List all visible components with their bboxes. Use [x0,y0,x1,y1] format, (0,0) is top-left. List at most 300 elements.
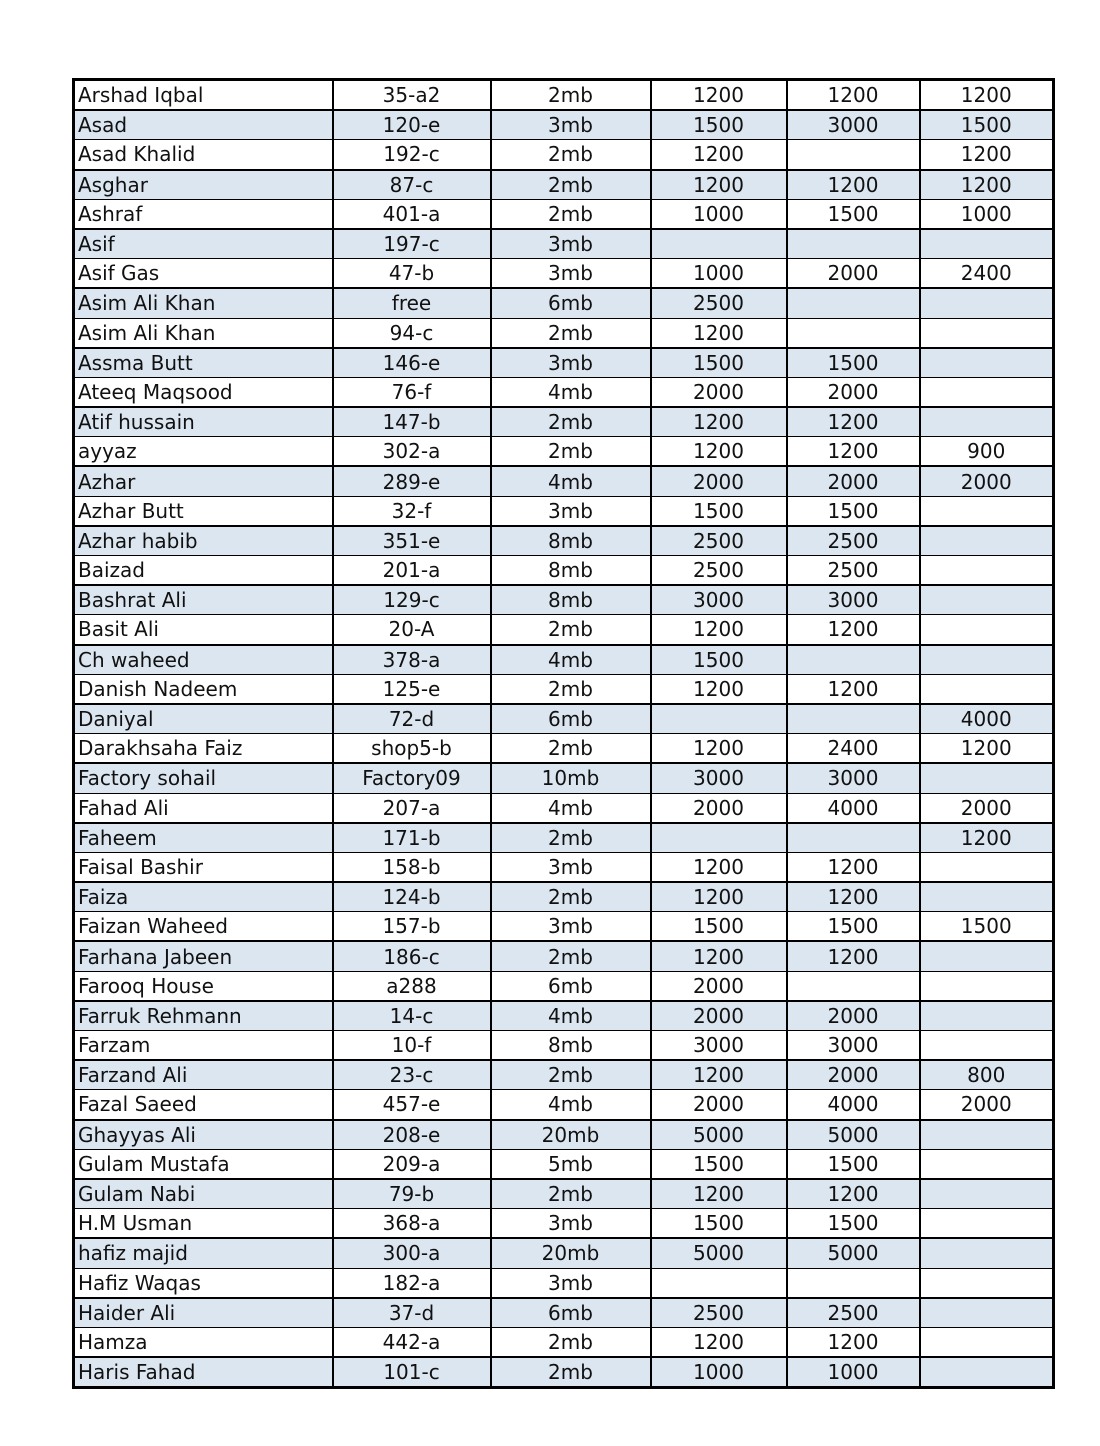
name-cell: hafiz majid [74,1238,333,1268]
amount-cell-3: 900 [920,437,1054,467]
amount-cell-2: 1200 [787,852,920,882]
house-cell: 378-a [333,645,491,675]
amount-cell-2: 1200 [787,1179,920,1209]
name-cell: Fahad Ali [74,793,333,823]
table-row [74,674,1054,704]
name-cell: Arshad Iqbal [74,80,333,111]
amount-cell-2: 1200 [787,615,920,645]
name-cell: Ghayyas Ali [74,1120,333,1150]
amount-cell-2: 3000 [787,1031,920,1061]
amount-cell-2: 1200 [787,80,920,111]
amount-cell-2 [787,288,920,318]
table-row [74,1209,1054,1239]
table-row [74,1357,1054,1388]
amount-cell-3 [920,348,1054,378]
amount-cell-3 [920,645,1054,675]
amount-cell-2: 3000 [787,585,920,615]
table-row [74,80,1054,111]
table-row [74,1060,1054,1090]
name-cell: Azhar Butt [74,496,333,526]
amount-cell-2: 1200 [787,674,920,704]
name-cell: Azhar [74,466,333,496]
house-cell: 20-A [333,615,491,645]
house-cell: 182-a [333,1268,491,1298]
amount-cell-1: 2000 [651,466,787,496]
amount-cell-3: 2400 [920,259,1054,289]
table-row [74,1179,1054,1209]
table-row [74,971,1054,1001]
house-cell: 302-a [333,437,491,467]
table-row [74,704,1054,734]
house-cell: 157-b [333,912,491,942]
package-cell: 3mb [491,852,651,882]
package-cell: 3mb [491,110,651,140]
package-cell: 8mb [491,1031,651,1061]
name-cell: Faiza [74,882,333,912]
amount-cell-3: 1200 [920,734,1054,764]
table-row [74,556,1054,586]
house-cell: shop5-b [333,734,491,764]
table-row [74,318,1054,348]
name-cell: Atif hussain [74,407,333,437]
amount-cell-2: 1200 [787,882,920,912]
amount-cell-1: 3000 [651,1031,787,1061]
table-row [74,645,1054,675]
amount-cell-1: 1200 [651,80,787,111]
amount-cell-2: 2000 [787,259,920,289]
amount-cell-1: 1200 [651,437,787,467]
amount-cell-2 [787,823,920,853]
amount-cell-2 [787,140,920,170]
amount-cell-1: 1200 [651,882,787,912]
amount-cell-2: 2000 [787,466,920,496]
table-row [74,407,1054,437]
name-cell: Factory sohail [74,763,333,793]
amount-cell-2: 5000 [787,1238,920,1268]
amount-cell-1: 1500 [651,110,787,140]
amount-cell-3 [920,763,1054,793]
house-cell: 208-e [333,1120,491,1150]
package-cell: 2mb [491,199,651,229]
amount-cell-2: 1500 [787,1149,920,1179]
amount-cell-1: 1500 [651,496,787,526]
amount-cell-3 [920,1031,1054,1061]
amount-cell-1: 1000 [651,1357,787,1388]
amount-cell-2: 2000 [787,377,920,407]
amount-cell-2: 4000 [787,793,920,823]
table-row [74,1149,1054,1179]
package-cell: 2mb [491,823,651,853]
amount-cell-1: 5000 [651,1238,787,1268]
amount-cell-3 [920,526,1054,556]
amount-cell-3 [920,1357,1054,1388]
table-row [74,437,1054,467]
amount-cell-1: 2000 [651,1090,787,1120]
amount-cell-1: 1500 [651,645,787,675]
package-cell: 2mb [491,1179,651,1209]
name-cell: Asif Gas [74,259,333,289]
amount-cell-3 [920,941,1054,971]
house-cell: 300-a [333,1238,491,1268]
table-row [74,288,1054,318]
table-row [74,348,1054,378]
amount-cell-3 [920,585,1054,615]
house-cell: 197-c [333,229,491,259]
name-cell: Farzand Ali [74,1060,333,1090]
table-row [74,585,1054,615]
package-cell: 2mb [491,80,651,111]
package-cell: 2mb [491,170,651,200]
table-row [74,1001,1054,1031]
package-cell: 2mb [491,437,651,467]
amount-cell-3: 1500 [920,912,1054,942]
house-cell: 146-e [333,348,491,378]
table-row [74,110,1054,140]
amount-cell-1: 1200 [651,407,787,437]
table-row [74,882,1054,912]
amount-cell-1: 1200 [651,674,787,704]
amount-cell-2: 2500 [787,1298,920,1328]
package-cell: 8mb [491,526,651,556]
table-row [74,941,1054,971]
amount-cell-1: 1000 [651,199,787,229]
package-cell: 4mb [491,1001,651,1031]
amount-cell-3 [920,229,1054,259]
package-cell: 4mb [491,377,651,407]
house-cell: 76-f [333,377,491,407]
package-cell: 2mb [491,941,651,971]
amount-cell-3: 1000 [920,199,1054,229]
amount-cell-1: 1200 [651,170,787,200]
name-cell: Gulam Nabi [74,1179,333,1209]
table-row [74,1090,1054,1120]
amount-cell-2 [787,645,920,675]
amount-cell-1: 2500 [651,526,787,556]
amount-cell-1: 2500 [651,556,787,586]
amount-cell-2 [787,704,920,734]
house-cell: Factory09 [333,763,491,793]
house-cell: 207-a [333,793,491,823]
amount-cell-3 [920,674,1054,704]
package-cell: 10mb [491,763,651,793]
package-cell: 8mb [491,556,651,586]
amount-cell-3: 1200 [920,80,1054,111]
amount-cell-3: 800 [920,1060,1054,1090]
table-row [74,1031,1054,1061]
table-row [74,1298,1054,1328]
package-cell: 6mb [491,288,651,318]
amount-cell-1 [651,704,787,734]
amount-cell-1: 1200 [651,615,787,645]
amount-cell-1: 3000 [651,763,787,793]
amount-cell-3: 2000 [920,1090,1054,1120]
table-row [74,377,1054,407]
amount-cell-2: 4000 [787,1090,920,1120]
amount-cell-2: 3000 [787,763,920,793]
house-cell: 351-e [333,526,491,556]
table-row [74,170,1054,200]
amount-cell-1: 3000 [651,585,787,615]
amount-cell-3: 1200 [920,140,1054,170]
amount-cell-3 [920,496,1054,526]
amount-cell-1: 1200 [651,1060,787,1090]
house-cell: 79-b [333,1179,491,1209]
amount-cell-3 [920,1327,1054,1357]
package-cell: 3mb [491,229,651,259]
name-cell: Baizad [74,556,333,586]
name-cell: Haider Ali [74,1298,333,1328]
amount-cell-3 [920,1209,1054,1239]
table-row [74,259,1054,289]
amount-cell-2: 2000 [787,1060,920,1090]
table-row [74,1120,1054,1150]
name-cell: Ateeq Maqsood [74,377,333,407]
amount-cell-1 [651,229,787,259]
amount-cell-2 [787,971,920,1001]
package-cell: 2mb [491,1357,651,1388]
house-cell: 201-a [333,556,491,586]
amount-cell-1: 2500 [651,1298,787,1328]
house-cell: 158-b [333,852,491,882]
package-cell: 3mb [491,259,651,289]
package-cell: 5mb [491,1149,651,1179]
name-cell: Asim Ali Khan [74,318,333,348]
package-cell: 3mb [491,496,651,526]
name-cell: Farruk Rehmann [74,1001,333,1031]
amount-cell-1: 2000 [651,971,787,1001]
package-cell: 4mb [491,466,651,496]
amount-cell-2: 1000 [787,1357,920,1388]
amount-cell-2: 1200 [787,1327,920,1357]
name-cell: Farooq House [74,971,333,1001]
amount-cell-2: 1500 [787,1209,920,1239]
name-cell: Bashrat Ali [74,585,333,615]
amount-cell-2: 2000 [787,1001,920,1031]
amount-cell-3 [920,1268,1054,1298]
table-row [74,912,1054,942]
name-cell: Ashraf [74,199,333,229]
house-cell: 368-a [333,1209,491,1239]
amount-cell-3 [920,377,1054,407]
table-row [74,1238,1054,1268]
amount-cell-2: 2400 [787,734,920,764]
name-cell: Danish Nadeem [74,674,333,704]
amount-cell-1: 1000 [651,259,787,289]
package-cell: 2mb [491,674,651,704]
name-cell: Asim Ali Khan [74,288,333,318]
amount-cell-3 [920,882,1054,912]
amount-cell-1: 2000 [651,793,787,823]
name-cell: Faheem [74,823,333,853]
package-cell: 20mb [491,1238,651,1268]
amount-cell-1: 1200 [651,1179,787,1209]
table-row [74,526,1054,556]
package-cell: 2mb [491,140,651,170]
name-cell: Farzam [74,1031,333,1061]
house-cell: 37-d [333,1298,491,1328]
house-cell: 23-c [333,1060,491,1090]
amount-cell-1: 1200 [651,140,787,170]
amount-cell-3: 2000 [920,466,1054,496]
amount-cell-1 [651,823,787,853]
package-cell: 8mb [491,585,651,615]
package-cell: 2mb [491,1060,651,1090]
house-cell: 10-f [333,1031,491,1061]
name-cell: Faizan Waheed [74,912,333,942]
house-cell: 401-a [333,199,491,229]
amount-cell-1: 1200 [651,734,787,764]
name-cell: Asif [74,229,333,259]
amount-cell-3 [920,1120,1054,1150]
name-cell: Fazal Saeed [74,1090,333,1120]
amount-cell-1: 1500 [651,1209,787,1239]
amount-cell-2: 1200 [787,437,920,467]
amount-cell-3 [920,1238,1054,1268]
house-cell: 186-c [333,941,491,971]
amount-cell-2: 5000 [787,1120,920,1150]
table-row [74,466,1054,496]
amount-cell-2: 1200 [787,170,920,200]
amount-cell-3 [920,1298,1054,1328]
table-row [74,1268,1054,1298]
amount-cell-3: 1200 [920,823,1054,853]
table-row [74,199,1054,229]
table-row [74,615,1054,645]
amount-cell-1: 1500 [651,348,787,378]
house-cell: 192-c [333,140,491,170]
name-cell: Assma Butt [74,348,333,378]
name-cell: Haris Fahad [74,1357,333,1388]
name-cell: Daniyal [74,704,333,734]
amount-cell-3: 4000 [920,704,1054,734]
spreadsheet-table [72,78,1055,1389]
amount-cell-3: 2000 [920,793,1054,823]
table-row [74,140,1054,170]
house-cell: 442-a [333,1327,491,1357]
house-cell: 94-c [333,318,491,348]
package-cell: 3mb [491,1268,651,1298]
package-cell: 6mb [491,971,651,1001]
amount-cell-2 [787,318,920,348]
amount-cell-1: 2000 [651,1001,787,1031]
table-row [74,1327,1054,1357]
package-cell: 2mb [491,407,651,437]
package-cell: 6mb [491,1298,651,1328]
package-cell: 2mb [491,318,651,348]
amount-cell-3: 1200 [920,170,1054,200]
amount-cell-3 [920,318,1054,348]
package-cell: 4mb [491,645,651,675]
amount-cell-1: 2000 [651,377,787,407]
amount-cell-1: 1200 [651,852,787,882]
package-cell: 2mb [491,734,651,764]
amount-cell-2: 1500 [787,496,920,526]
amount-cell-2 [787,1268,920,1298]
house-cell: 32-f [333,496,491,526]
package-cell: 3mb [491,348,651,378]
amount-cell-3 [920,556,1054,586]
package-cell: 2mb [491,615,651,645]
package-cell: 3mb [491,1209,651,1239]
amount-cell-2: 1500 [787,199,920,229]
name-cell: Asad [74,110,333,140]
house-cell: 35-a2 [333,80,491,111]
table-row [74,496,1054,526]
amount-cell-1 [651,1268,787,1298]
amount-cell-2: 1500 [787,348,920,378]
table-row [74,823,1054,853]
table-row [74,763,1054,793]
name-cell: Ch waheed [74,645,333,675]
name-cell: Gulam Mustafa [74,1149,333,1179]
name-cell: Hamza [74,1327,333,1357]
house-cell: 101-c [333,1357,491,1388]
name-cell: Azhar habib [74,526,333,556]
house-cell: 457-e [333,1090,491,1120]
house-cell: 125-e [333,674,491,704]
house-cell: 47-b [333,259,491,289]
name-cell: ayyaz [74,437,333,467]
package-cell: 6mb [491,704,651,734]
house-cell: 87-c [333,170,491,200]
amount-cell-1: 2500 [651,288,787,318]
amount-cell-1: 1200 [651,941,787,971]
amount-cell-3 [920,971,1054,1001]
amount-cell-1: 1500 [651,1149,787,1179]
package-cell: 20mb [491,1120,651,1150]
house-cell: 289-e [333,466,491,496]
name-cell: Asad Khalid [74,140,333,170]
amount-cell-2: 1200 [787,407,920,437]
amount-cell-3 [920,407,1054,437]
amount-cell-2: 1500 [787,912,920,942]
house-cell: 72-d [333,704,491,734]
house-cell: 171-b [333,823,491,853]
table-body [74,80,1054,1388]
amount-cell-3 [920,852,1054,882]
amount-cell-1: 1500 [651,912,787,942]
table-row [74,229,1054,259]
amount-cell-2 [787,229,920,259]
table-row [74,793,1054,823]
package-cell: 2mb [491,1327,651,1357]
amount-cell-3 [920,1179,1054,1209]
name-cell: Farhana Jabeen [74,941,333,971]
name-cell: Asghar [74,170,333,200]
amount-cell-2: 1200 [787,941,920,971]
name-cell: Basit Ali [74,615,333,645]
package-cell: 4mb [491,1090,651,1120]
name-cell: Faisal Bashir [74,852,333,882]
house-cell: 14-c [333,1001,491,1031]
amount-cell-1: 1200 [651,318,787,348]
house-cell: 120-e [333,110,491,140]
house-cell: free [333,288,491,318]
name-cell: Hafiz Waqas [74,1268,333,1298]
package-cell: 4mb [491,793,651,823]
house-cell: 147-b [333,407,491,437]
amount-cell-2: 2500 [787,526,920,556]
house-cell: 209-a [333,1149,491,1179]
amount-cell-1: 5000 [651,1120,787,1150]
amount-cell-3 [920,1001,1054,1031]
name-cell: H.M Usman [74,1209,333,1239]
table-row [74,852,1054,882]
amount-cell-1: 1200 [651,1327,787,1357]
amount-cell-3: 1500 [920,110,1054,140]
amount-cell-3 [920,1149,1054,1179]
house-cell: a288 [333,971,491,1001]
